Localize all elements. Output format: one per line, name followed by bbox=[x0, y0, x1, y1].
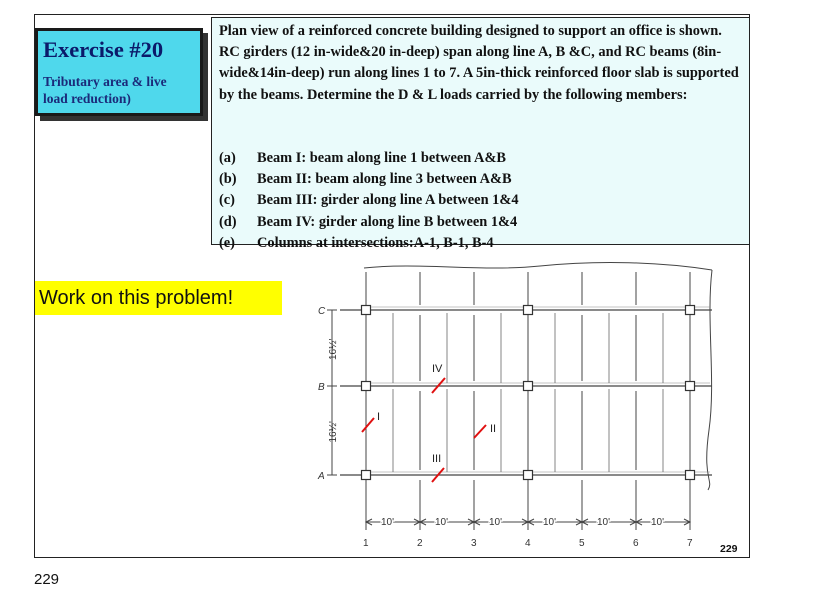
member-label-I: I bbox=[377, 411, 381, 423]
column-label-4: 4 bbox=[525, 538, 531, 549]
column-B-7 bbox=[686, 382, 695, 391]
row-label-B: B bbox=[318, 382, 325, 393]
member-marker-I bbox=[362, 418, 374, 432]
problem-item: (b) Beam II: beam along line 3 between A&B bbox=[219, 171, 512, 188]
column-label-5: 5 bbox=[579, 538, 585, 549]
row-spacing-label: 16½' bbox=[328, 421, 339, 443]
problem-item: (e) Columns at intersections:A-1, B-1, B-4 bbox=[219, 234, 494, 251]
column-C-4 bbox=[524, 306, 533, 315]
bay-spacing-label: 10' bbox=[489, 517, 503, 528]
column-A-1 bbox=[362, 471, 371, 480]
work-callout: Work on this problem! bbox=[35, 281, 282, 315]
slab-break-top bbox=[364, 263, 712, 270]
row-spacing-label: 16½' bbox=[328, 338, 339, 360]
column-C-7 bbox=[686, 306, 695, 315]
member-label-II: II bbox=[490, 423, 497, 435]
column-label-6: 6 bbox=[633, 538, 639, 549]
column-B-4 bbox=[524, 382, 533, 391]
slab-break-right bbox=[707, 270, 712, 490]
subtitle-line-1: Tributary area & live bbox=[43, 74, 167, 89]
column-A-4 bbox=[524, 471, 533, 480]
row-label-C: C bbox=[318, 306, 326, 317]
page-number-inner: 229 bbox=[720, 543, 738, 555]
column-B-1 bbox=[362, 382, 371, 391]
member-label-IV: IV bbox=[432, 363, 443, 375]
problem-item: (c) Beam III: girder along line A between 1&4 bbox=[219, 192, 519, 209]
page-number-outer: 229 bbox=[34, 571, 60, 588]
subtitle-line-2: load reduction) bbox=[43, 91, 131, 106]
row-label-A: A bbox=[318, 471, 325, 482]
problem-intro: Plan view of a reinforced concrete building designed to support an office is shown. RC girders (12 in-wide&20 in-deep) span along line A, B &C, and RC beams (8in-wide&14in-deep) run along lines 1 to 7. A 5in-thick reinforced floor slab is supported by the beams. Determine the D & L loads carried by the following members: bbox=[219, 23, 739, 103]
column-label-2: 2 bbox=[417, 538, 423, 549]
column-label-7: 7 bbox=[687, 538, 693, 549]
bay-spacing-label: 10' bbox=[381, 517, 395, 528]
column-label-3: 3 bbox=[471, 538, 477, 549]
member-marker-II bbox=[474, 425, 486, 438]
problem-item: (d) Beam IV: girder along line B between 1&4 bbox=[219, 213, 518, 230]
bay-spacing-label: 10' bbox=[597, 517, 611, 528]
problem-item: (a) Beam I: beam along line 1 between A&B bbox=[219, 150, 507, 166]
bay-spacing-label: 10' bbox=[543, 517, 557, 528]
bay-spacing-label: 10' bbox=[435, 517, 449, 528]
column-C-1 bbox=[362, 306, 371, 315]
column-label-1: 1 bbox=[363, 538, 369, 549]
exercise-heading: Exercise #20 bbox=[43, 37, 164, 62]
column-A-7 bbox=[686, 471, 695, 480]
bay-spacing-label: 10' bbox=[651, 517, 665, 528]
member-label-III: III bbox=[432, 453, 442, 465]
